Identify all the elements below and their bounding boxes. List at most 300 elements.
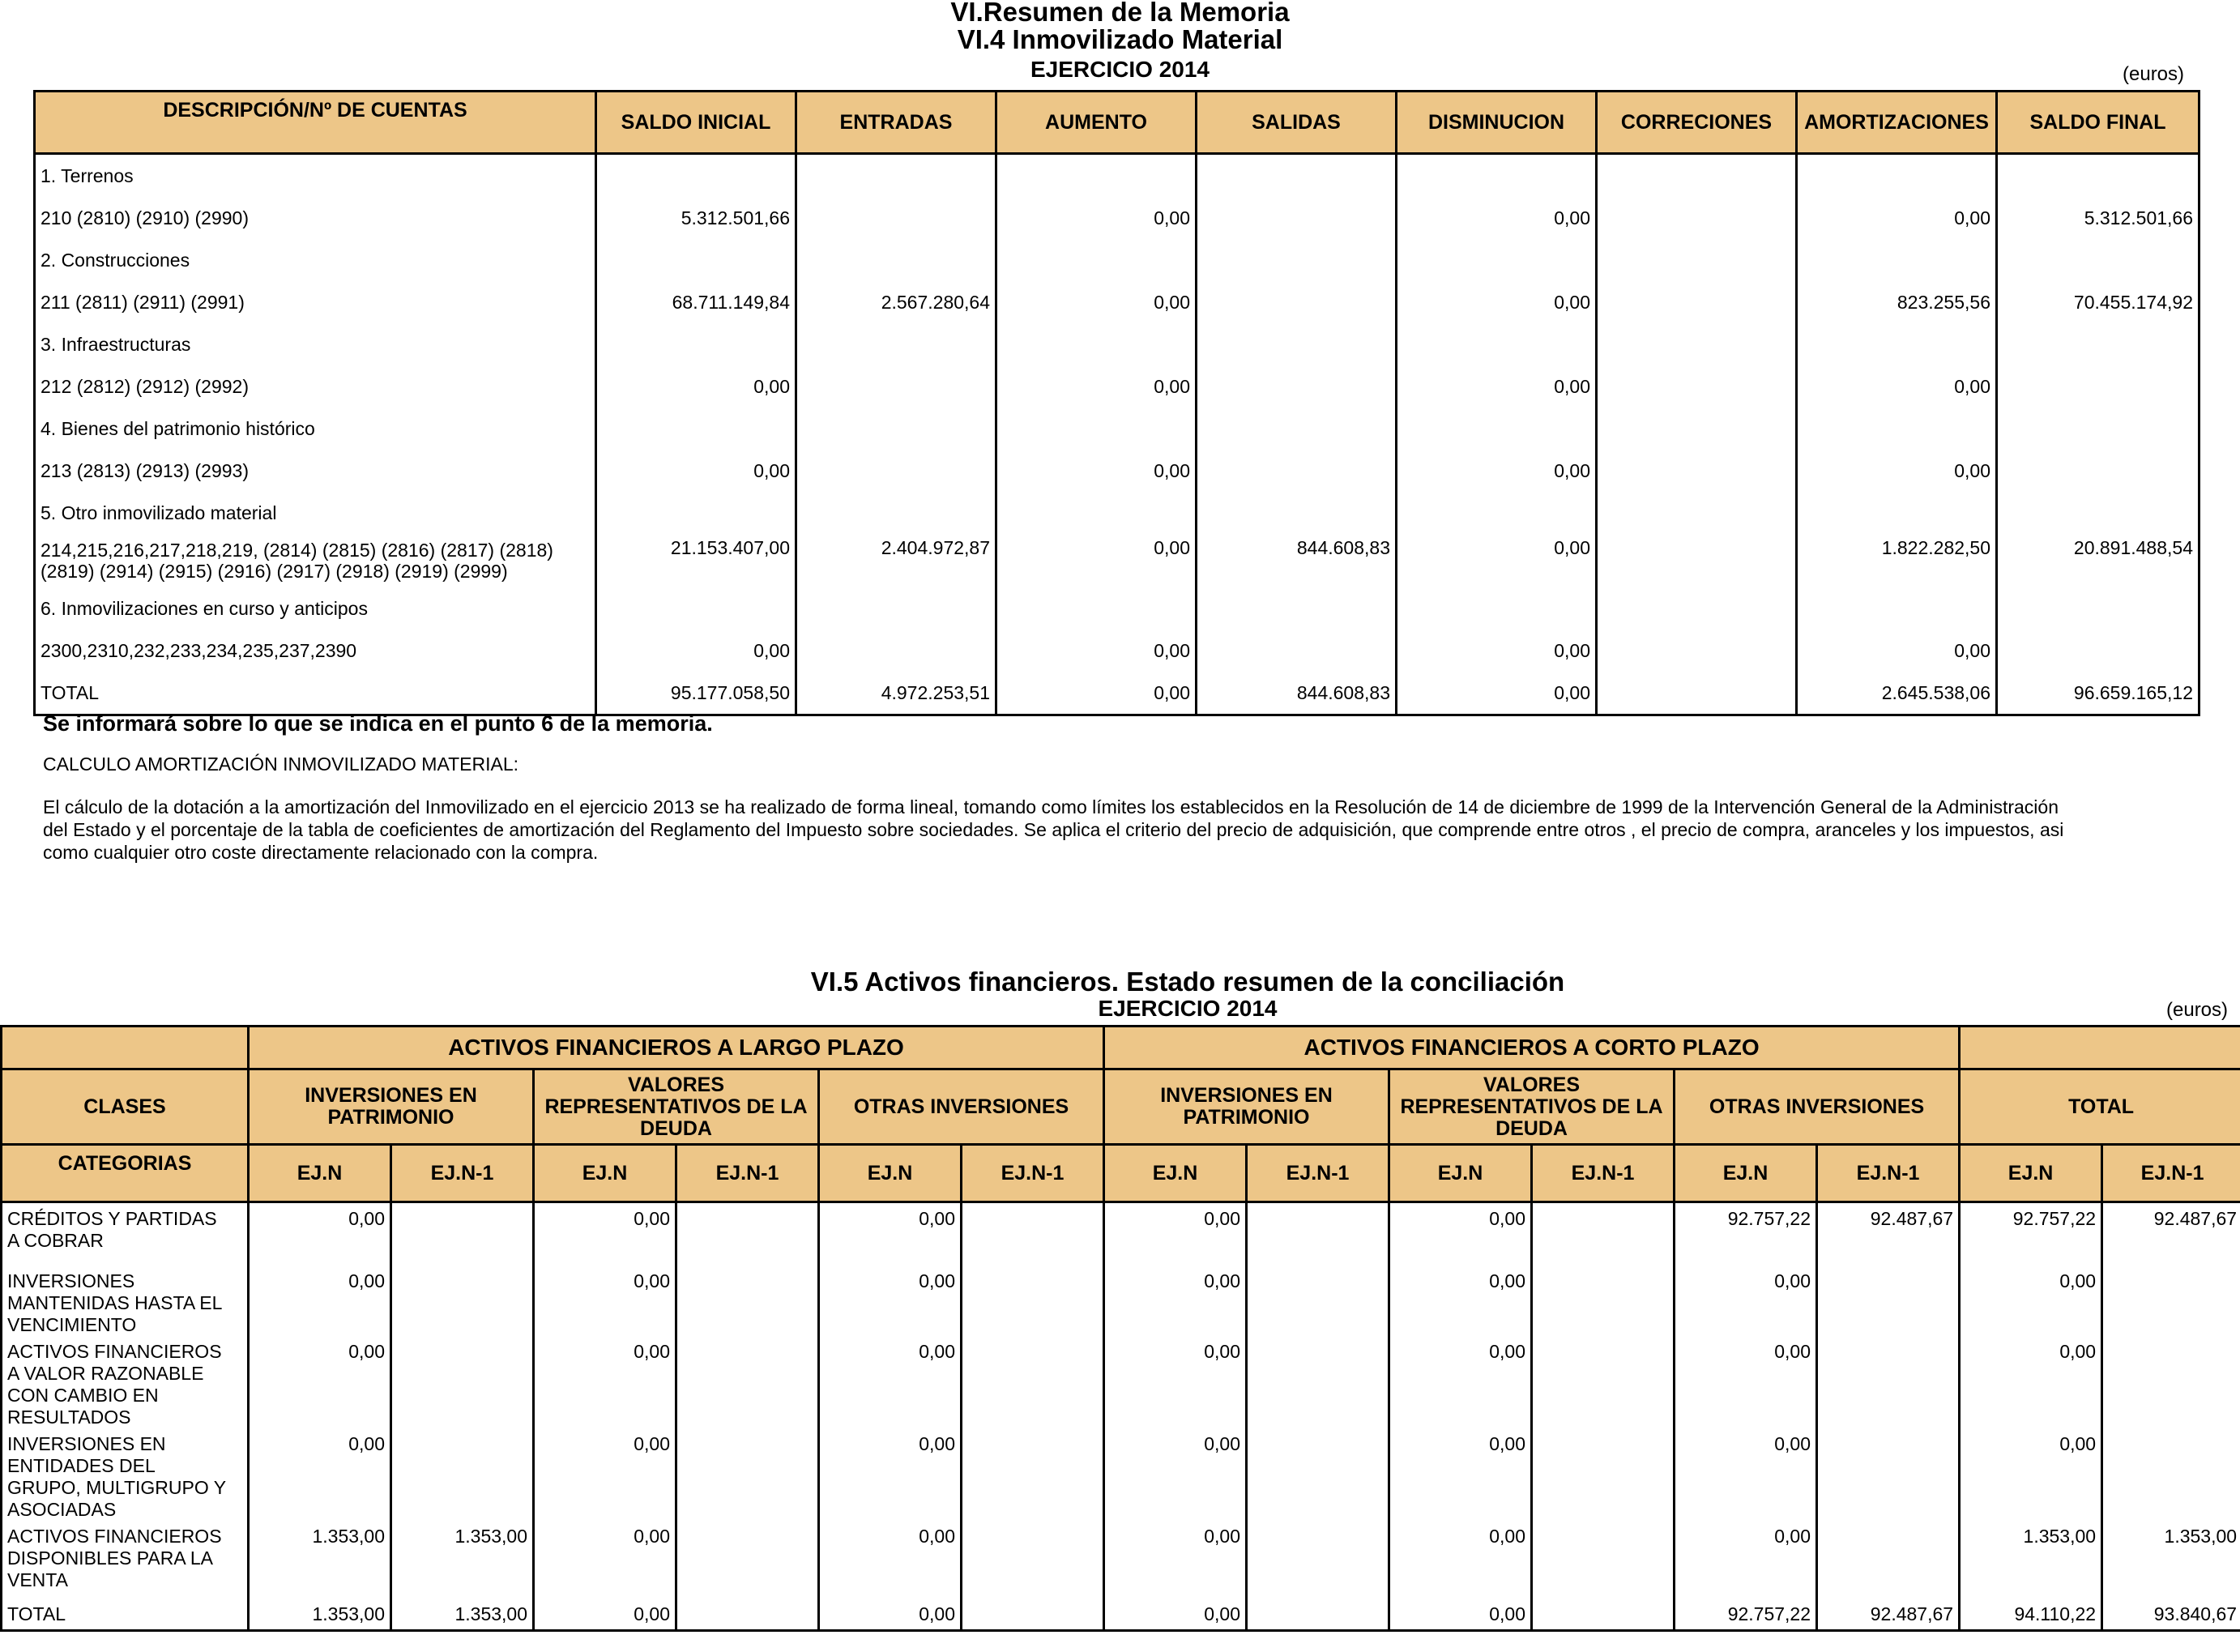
- period-header: EJ.N: [1389, 1145, 1532, 1202]
- cell-value: [1597, 534, 1797, 587]
- cell-value: 0,00: [1675, 1428, 1817, 1521]
- cell-value: [1397, 154, 1597, 198]
- cell-value: [1597, 587, 1797, 630]
- cell-value: [796, 365, 996, 408]
- period-header-row: [2, 1145, 2240, 1202]
- cell-value: 0,00: [996, 365, 1197, 408]
- cell-value: [391, 1336, 534, 1428]
- col-header: DISMINUCION: [1397, 92, 1597, 154]
- row-label-text: TOTAL: [41, 682, 99, 703]
- period-header: EJ.N-1: [1532, 1145, 1675, 1202]
- cell-value: 1.353,00: [391, 1599, 534, 1631]
- row-label-line: GRUPO, MULTIGRUPO Y: [7, 1476, 227, 1498]
- inv-patrimonio-header: [1104, 1069, 1389, 1145]
- cell-value: [1817, 1336, 1960, 1428]
- amortization-heading: CALCULO AMORTIZACIÓN INMOVILIZADO MATERIAL:: [43, 753, 519, 775]
- cell-value: 0,00: [1675, 1266, 1817, 1336]
- cell-value: [996, 492, 1197, 534]
- row-label: [2, 1336, 249, 1428]
- cell-value: 96.659.165,12: [1997, 672, 2199, 715]
- cell-value: [1397, 408, 1597, 450]
- cell-value: [1197, 365, 1397, 408]
- cell-value: [1797, 408, 1997, 450]
- row-label-text: 4. Bienes del patrimonio histórico: [41, 418, 315, 439]
- period-header: EJ.N-1: [962, 1145, 1104, 1202]
- cell-value: 0,00: [534, 1266, 676, 1336]
- cell-value: [962, 1599, 1104, 1631]
- cell-value: [1197, 587, 1397, 630]
- cell-value: [1197, 450, 1397, 492]
- cell-value: [1197, 281, 1397, 323]
- cell-value: [1197, 408, 1397, 450]
- cell-value: 0,00: [1797, 197, 1997, 239]
- cell-value: [962, 1266, 1104, 1336]
- cell-value: 68.711.149,84: [596, 281, 796, 323]
- cell-value: [1247, 1266, 1389, 1336]
- table-row: [35, 672, 2199, 715]
- cell-value: 1.353,00: [1960, 1521, 2102, 1599]
- table-row: [35, 408, 2199, 450]
- fixed-assets-table: [33, 90, 2200, 716]
- cell-value: 1.353,00: [2102, 1521, 2240, 1599]
- table-header-row: [35, 92, 2199, 154]
- cell-value: [1997, 450, 2199, 492]
- period-header: EJ.N: [534, 1145, 676, 1202]
- cell-value: 0,00: [1389, 1599, 1532, 1631]
- table-row: [2, 1266, 2240, 1336]
- table-row: [35, 587, 2199, 630]
- cell-value: 0,00: [1104, 1266, 1247, 1336]
- cell-value: [1997, 239, 2199, 281]
- total-header: TOTAL: [1960, 1069, 2240, 1145]
- cell-value: [2102, 1336, 2240, 1428]
- cell-value: 0,00: [996, 672, 1197, 715]
- cell-value: [1197, 492, 1397, 534]
- table-row: [35, 281, 2199, 323]
- cell-value: [1247, 1428, 1389, 1521]
- cell-value: [1197, 323, 1397, 365]
- cell-value: 0,00: [819, 1599, 962, 1631]
- cell-value: 1.353,00: [249, 1599, 391, 1631]
- amortization-text: [43, 796, 2165, 864]
- cell-value: [1597, 492, 1797, 534]
- amortization-text-line: como cualquier otro coste directamente relacionado con la compra.: [43, 842, 599, 863]
- cell-value: 0,00: [596, 450, 796, 492]
- period-header: EJ.N-1: [391, 1145, 534, 1202]
- cell-value: 0,00: [1389, 1428, 1532, 1521]
- amortization-text-line: del Estado y el porcentaje de la tabla de coeficientes de amortización del Reglamento del Impuesto sobre sociedades. Se aplica el criterio del precio de adquisición, que comprende entre otros , el precio de compra, aranceles y los impuestos, asi: [43, 819, 2064, 840]
- row-label-line: RESULTADOS: [7, 1406, 131, 1428]
- cell-value: [796, 197, 996, 239]
- cell-value: [596, 408, 796, 450]
- cell-value: [391, 1266, 534, 1336]
- cell-value: [596, 239, 796, 281]
- cell-value: [796, 492, 996, 534]
- cell-value: 0,00: [1397, 365, 1597, 408]
- cell-value: 0,00: [1960, 1336, 2102, 1428]
- row-label: [2, 1202, 249, 1266]
- row-label-text: (2819) (2914) (2915) (2916) (2917) (2918) (2919) (2999): [41, 561, 508, 582]
- cell-value: [1997, 587, 2199, 630]
- header-line: DEUDA: [1495, 1116, 1568, 1140]
- short-term-header: ACTIVOS FINANCIEROS A CORTO PLAZO: [1104, 1027, 1960, 1069]
- row-label-line: ASOCIADAS: [7, 1498, 117, 1520]
- cell-value: [1797, 492, 1997, 534]
- cell-value: [796, 154, 996, 198]
- cell-value: 93.840,67: [2102, 1599, 2240, 1631]
- row-label-line: CRÉDITOS Y PARTIDAS: [7, 1208, 217, 1229]
- col-header: SALDO FINAL: [1997, 92, 2199, 154]
- cell-value: [962, 1336, 1104, 1428]
- period-header: EJ.N: [1675, 1145, 1817, 1202]
- period-header: EJ.N-1: [1247, 1145, 1389, 1202]
- cell-value: 0,00: [1389, 1202, 1532, 1266]
- row-label-text: 211 (2811) (2911) (2991): [41, 292, 245, 313]
- cell-value: [391, 1428, 534, 1521]
- table-row: [35, 630, 2199, 672]
- cell-value: [996, 154, 1197, 198]
- cell-value: [962, 1521, 1104, 1599]
- valores-deuda-header: [534, 1069, 819, 1145]
- cell-value: 0,00: [1397, 630, 1597, 672]
- cell-value: [596, 323, 796, 365]
- report-title: VI.Resumen de la Memoria: [950, 0, 1290, 27]
- header-line: REPRESENTATIVOS DE LA: [544, 1095, 808, 1118]
- cell-value: 0,00: [996, 197, 1197, 239]
- cell-value: [1247, 1521, 1389, 1599]
- amortization-text-line: El cálculo de la dotación a la amortización del Inmovilizado en el ejercicio 2013 se ha realizado de forma lineal, tomando como límites los establecidos en la Resolución de 14 de diciembre de 1999 de la Intervención General de la Administración: [43, 796, 2059, 817]
- cell-value: [1397, 587, 1597, 630]
- cell-value: 0,00: [596, 365, 796, 408]
- row-label: [2, 1599, 249, 1631]
- cell-value: 92.487,67: [1817, 1599, 1960, 1631]
- cell-value: 0,00: [534, 1336, 676, 1428]
- cell-value: 823.255,56: [1797, 281, 1997, 323]
- cell-value: [1532, 1202, 1675, 1266]
- cell-value: 2.404.972,87: [796, 534, 996, 587]
- cell-value: 0,00: [819, 1266, 962, 1336]
- cell-value: 0,00: [819, 1521, 962, 1599]
- header-line: PATRIMONIO: [327, 1106, 454, 1129]
- cell-value: 70.455.174,92: [1997, 281, 2199, 323]
- cell-value: [1197, 239, 1397, 281]
- group-header-row: [2, 1027, 2240, 1069]
- cell-value: 94.110,22: [1960, 1599, 2102, 1631]
- header-line: DEUDA: [640, 1116, 712, 1140]
- row-label: [2, 1521, 249, 1599]
- cell-value: [1197, 197, 1397, 239]
- cell-value: 0,00: [249, 1428, 391, 1521]
- clases-header: CLASES: [2, 1069, 249, 1145]
- cell-value: [1597, 630, 1797, 672]
- row-label-line: ACTIVOS FINANCIEROS: [7, 1340, 222, 1362]
- period-header: EJ.N: [819, 1145, 962, 1202]
- header-line: INVERSIONES EN: [1160, 1084, 1333, 1107]
- memo-note: Se informará sobre lo que se indica en el punto 6 de la memoria.: [43, 711, 713, 736]
- row-label-line: MANTENIDAS HASTA EL: [7, 1291, 223, 1313]
- cell-value: 844.608,83: [1197, 534, 1397, 587]
- table-row: [35, 154, 2199, 198]
- cell-value: 0,00: [1389, 1336, 1532, 1428]
- row-label-text: 6. Inmovilizaciones en curso y anticipos: [41, 598, 368, 619]
- cell-value: 0,00: [534, 1202, 676, 1266]
- table-row: [35, 239, 2199, 281]
- cell-value: 0,00: [1104, 1336, 1247, 1428]
- cell-value: 1.353,00: [249, 1521, 391, 1599]
- row-label: [35, 492, 596, 534]
- row-label-line: INVERSIONES: [7, 1270, 135, 1291]
- inv-patrimonio-header: [249, 1069, 534, 1145]
- row-label: [2, 1266, 249, 1336]
- cell-value: 4.972.253,51: [796, 672, 996, 715]
- header-line: VALORES: [1483, 1073, 1581, 1096]
- row-label-text: 212 (2812) (2912) (2992): [41, 376, 249, 397]
- header-line: PATRIMONIO: [1183, 1106, 1310, 1129]
- table-row: [2, 1428, 2240, 1521]
- cell-value: 0,00: [1675, 1521, 1817, 1599]
- cell-value: [1532, 1336, 1675, 1428]
- cell-value: [1797, 239, 1997, 281]
- row-label-line: A VALOR RAZONABLE: [7, 1362, 204, 1384]
- cell-value: [1397, 323, 1597, 365]
- table-row: [35, 365, 2199, 408]
- cell-value: [996, 587, 1197, 630]
- row-label-text: 2300,2310,232,233,234,235,237,2390: [41, 640, 357, 661]
- cell-value: [1532, 1428, 1675, 1521]
- cell-value: [676, 1428, 819, 1521]
- cell-value: [1797, 323, 1997, 365]
- header-line: INVERSIONES EN: [305, 1084, 477, 1107]
- header-line: VALORES: [628, 1073, 724, 1096]
- cell-value: 0,00: [1104, 1202, 1247, 1266]
- cell-value: [1197, 154, 1397, 198]
- cell-value: 95.177.058,50: [596, 672, 796, 715]
- cell-value: [1817, 1521, 1960, 1599]
- cell-value: [996, 323, 1197, 365]
- period-header: EJ.N: [1104, 1145, 1247, 1202]
- cell-value: 5.312.501,66: [1997, 197, 2199, 239]
- cell-value: [676, 1599, 819, 1631]
- cell-value: [796, 587, 996, 630]
- cell-value: 0,00: [534, 1521, 676, 1599]
- cell-value: [1597, 408, 1797, 450]
- row-label-line: CON CAMBIO EN: [7, 1384, 159, 1406]
- row-label: [35, 630, 596, 672]
- table-row: [35, 323, 2199, 365]
- cell-value: [1597, 450, 1797, 492]
- cell-value: 0,00: [1675, 1336, 1817, 1428]
- cell-value: 0,00: [1397, 197, 1597, 239]
- row-label-line: VENCIMIENTO: [7, 1313, 137, 1335]
- col-header: AUMENTO: [996, 92, 1197, 154]
- cell-value: 0,00: [996, 534, 1197, 587]
- cell-value: [1597, 239, 1797, 281]
- cell-value: 0,00: [249, 1266, 391, 1336]
- blank-header: [1960, 1027, 2240, 1069]
- cell-value: [2102, 1266, 2240, 1336]
- cell-value: [676, 1336, 819, 1428]
- cell-value: [1597, 323, 1797, 365]
- cell-value: [1532, 1521, 1675, 1599]
- cell-value: [1597, 365, 1797, 408]
- row-label-text: 1. Terrenos: [41, 165, 134, 186]
- row-label-text: 2. Construcciones: [41, 250, 190, 271]
- currency-unit: (euros): [2123, 63, 2185, 85]
- cell-value: [1247, 1336, 1389, 1428]
- cell-value: 0,00: [1389, 1521, 1532, 1599]
- period-header: EJ.N-1: [2102, 1145, 2240, 1202]
- cell-value: [1997, 630, 2199, 672]
- cell-value: [676, 1266, 819, 1336]
- long-term-header: ACTIVOS FINANCIEROS A LARGO PLAZO: [249, 1027, 1104, 1069]
- cell-value: [796, 239, 996, 281]
- cell-value: 0,00: [596, 630, 796, 672]
- cell-value: 0,00: [1797, 365, 1997, 408]
- cell-value: [1532, 1266, 1675, 1336]
- row-label-line: ENTIDADES DEL: [7, 1454, 156, 1476]
- table-row: [35, 534, 2199, 587]
- cell-value: 2.567.280,64: [796, 281, 996, 323]
- row-label: [35, 365, 596, 408]
- cell-value: [2102, 1428, 2240, 1521]
- cell-value: 0,00: [1389, 1266, 1532, 1336]
- section2-unit: (euros): [2166, 999, 2229, 1021]
- col-header: SALIDAS: [1197, 92, 1397, 154]
- cell-value: 0,00: [534, 1599, 676, 1631]
- cell-value: [1997, 408, 2199, 450]
- cell-value: [1817, 1428, 1960, 1521]
- cell-value: 0,00: [534, 1428, 676, 1521]
- row-label-line: A COBRAR: [7, 1230, 104, 1251]
- row-label-text: 214,215,216,217,218,219, (2814) (2815) (2816) (2817) (2818): [41, 540, 553, 561]
- section2-year: EJERCICIO 2014: [1098, 996, 1278, 1021]
- period-header: EJ.N-1: [1817, 1145, 1960, 1202]
- cell-value: [676, 1202, 819, 1266]
- header-line: REPRESENTATIVOS DE LA: [1400, 1095, 1663, 1118]
- cell-value: [796, 408, 996, 450]
- cell-value: 92.487,67: [1817, 1202, 1960, 1266]
- table-row: [35, 450, 2199, 492]
- col-header: CORRECIONES: [1597, 92, 1797, 154]
- cell-value: 0,00: [996, 630, 1197, 672]
- cell-value: [996, 408, 1197, 450]
- row-label: [35, 323, 596, 365]
- period-header: EJ.N: [1960, 1145, 2102, 1202]
- row-label: [35, 197, 596, 239]
- cell-value: 92.757,22: [1960, 1202, 2102, 1266]
- table-row: [35, 492, 2199, 534]
- cell-value: [962, 1428, 1104, 1521]
- period-header: EJ.N-1: [676, 1145, 819, 1202]
- fiscal-year: EJERCICIO 2014: [1030, 57, 1210, 82]
- cell-value: 0,00: [819, 1202, 962, 1266]
- cell-value: [1532, 1599, 1675, 1631]
- cell-value: 0,00: [819, 1428, 962, 1521]
- row-label: [2, 1428, 249, 1521]
- cell-value: 92.757,22: [1675, 1202, 1817, 1266]
- cell-value: [796, 630, 996, 672]
- cell-value: [1997, 492, 2199, 534]
- cell-value: [1597, 281, 1797, 323]
- row-label: [35, 450, 596, 492]
- cell-value: [1397, 492, 1597, 534]
- row-label-line: TOTAL: [7, 1603, 66, 1624]
- cell-value: [1797, 154, 1997, 198]
- cell-value: [596, 154, 796, 198]
- financial-assets-table: [0, 1025, 2240, 1632]
- blank-header: [2, 1027, 249, 1069]
- cell-value: 0,00: [1397, 450, 1597, 492]
- table-row: [2, 1202, 2240, 1266]
- cell-value: [596, 492, 796, 534]
- cell-value: 0,00: [819, 1336, 962, 1428]
- cell-value: [391, 1202, 534, 1266]
- col-header: ENTRADAS: [796, 92, 996, 154]
- row-label-line: VENTA: [7, 1569, 68, 1590]
- cell-value: [1247, 1202, 1389, 1266]
- cell-value: [596, 587, 796, 630]
- cell-value: 2.645.538,06: [1797, 672, 1997, 715]
- cell-value: 5.312.501,66: [596, 197, 796, 239]
- cell-value: [1397, 239, 1597, 281]
- cell-value: 0,00: [1397, 672, 1597, 715]
- row-label-line: ACTIVOS FINANCIEROS: [7, 1525, 222, 1547]
- cell-value: [1597, 672, 1797, 715]
- otras-inversiones-header: OTRAS INVERSIONES: [819, 1069, 1104, 1145]
- cell-value: [962, 1202, 1104, 1266]
- row-label: [35, 154, 596, 198]
- table-row: [2, 1336, 2240, 1428]
- row-label: [35, 534, 596, 587]
- cell-value: 0,00: [1397, 281, 1597, 323]
- row-label-text: 3. Infraestructuras: [41, 334, 191, 355]
- table-row: [2, 1521, 2240, 1599]
- row-label-text: 213 (2813) (2913) (2993): [41, 460, 249, 481]
- cell-value: 0,00: [1397, 534, 1597, 587]
- cell-value: 92.487,67: [2102, 1202, 2240, 1266]
- cell-value: [1997, 365, 2199, 408]
- row-label-text: 210 (2810) (2910) (2990): [41, 207, 249, 228]
- section-title: VI.4 Inmovilizado Material: [957, 24, 1283, 54]
- table-row: [35, 197, 2199, 239]
- col-header: AMORTIZACIONES: [1797, 92, 1997, 154]
- col-header: SALDO INICIAL: [596, 92, 796, 154]
- row-label-line: INVERSIONES EN: [7, 1432, 166, 1454]
- row-label-text: 5. Otro inmovilizado material: [41, 502, 277, 523]
- cell-value: 0,00: [1960, 1428, 2102, 1521]
- cell-value: [996, 239, 1197, 281]
- col-header: DESCRIPCIÓN/Nº DE CUENTAS: [35, 92, 596, 154]
- categorias-header: CATEGORIAS: [2, 1145, 249, 1202]
- row-label-line: DISPONIBLES PARA LA: [7, 1547, 213, 1569]
- cell-value: 0,00: [1797, 630, 1997, 672]
- row-label: [35, 672, 596, 715]
- cell-value: 1.822.282,50: [1797, 534, 1997, 587]
- cell-value: 0,00: [1104, 1599, 1247, 1631]
- cell-value: 1.353,00: [391, 1521, 534, 1599]
- row-label: [35, 281, 596, 323]
- row-label: [35, 239, 596, 281]
- cell-value: 0,00: [249, 1336, 391, 1428]
- cell-value: [1247, 1599, 1389, 1631]
- cell-value: [1997, 323, 2199, 365]
- table-row: [2, 1599, 2240, 1631]
- cell-value: 0,00: [249, 1202, 391, 1266]
- section2-title: VI.5 Activos financieros. Estado resumen de la conciliación: [810, 967, 1565, 997]
- cell-value: 0,00: [1960, 1266, 2102, 1336]
- otras-inversiones-header: OTRAS INVERSIONES: [1675, 1069, 1960, 1145]
- cell-value: 92.757,22: [1675, 1599, 1817, 1631]
